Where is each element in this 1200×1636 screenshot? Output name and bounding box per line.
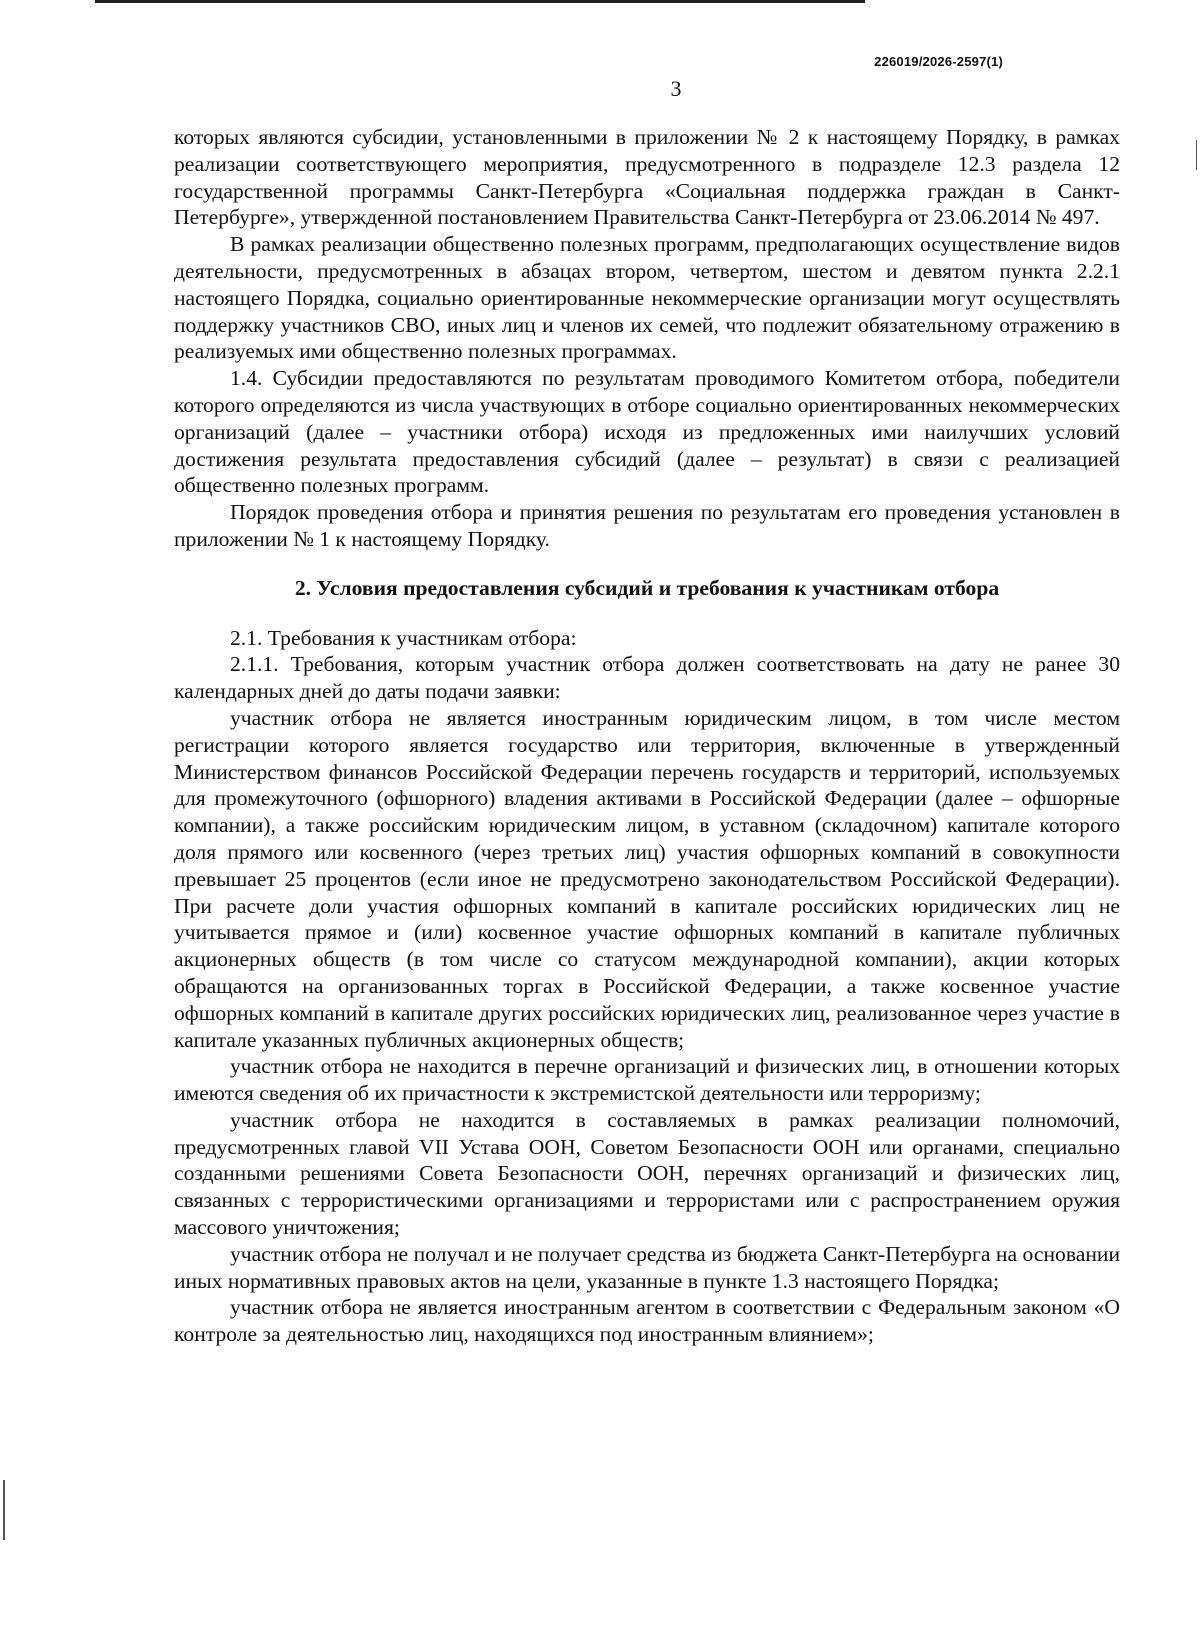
section-heading: 2. Условия предоставления субсидий и требования к участникам отбора — [294, 575, 1000, 600]
requirement-item: участник отбора не получал и не получает средства из бюджета Санкт-Петербурга на основании иных нормативных правовых актов на цели, указанные в пункте 1.3 настоящего Порядка; — [174, 1241, 1120, 1293]
paragraph: Порядок проведения отбора и принятия решения по результатам его проведения установлен в приложении № 1 к настоящему Порядку. — [174, 500, 1120, 551]
paragraph: В рамках реализации общественно полезных программ, предполагающих осуществление видов деятельности, предусмотренных в абзацах втором, четвертом, шестом и девятом пункта 2.2.1 настоящего Порядка, социально ориентированные некоммерческие организации могут осуществлять поддержку участников СВО, иных лиц и членов их семей, что подлежит обязательному отражению в реализуемых ими общественно полезных программах. — [174, 232, 1120, 364]
document-id: 226019/2026-2597(1) — [874, 54, 1003, 69]
paragraph-clause-1-4: 1.4. Субсидии предоставляются по результатам проводимого Комитетом отбора, победители которого определяются из числа участвующих в отборе социально ориентированных некоммерческих организаций (далее – участники отбора) исходя из предложенных ими наилучших условий достижения результата предоставления субсидий (далее – результат) в связи с реализацией общественно полезных программ. — [174, 366, 1120, 498]
requirement-item: участник отбора не является иностранным агентом в соответствии с Федеральным законом «О контроле за деятельностью лиц, находящихся под иностранным влиянием»; — [174, 1295, 1120, 1347]
page-number: 3 — [670, 76, 682, 101]
scan-right-edge-mark — [1196, 140, 1197, 170]
document-body — [174, 124, 1120, 1348]
clause-2-1: 2.1. Требования к участникам отбора: — [230, 625, 577, 650]
requirement-item: участник отбора не является иностранным юридическим лицом, в том числе местом регистрации которого является государство или территория, включенные в утвержденный Министерством финансов Российской Федерации перечень государств и территорий, используемых для промежуточного (офшорного) владения активами в Российской Федерации (далее – офшорные компании), а также российским юридическим лицом, в уставном (складочном) капитале которого доля прямого или косвенного (через третьих лиц) участия офшорных компаний в совокупности превышает 25 процентов (если иное не предусмотрено законодательством Российской Федерации). При расчете доли участия офшорных компаний в капитале российских юридических лиц не учитывается прямое и (или) косвенное участие офшорных компаний в капитале публичных акционерных обществ (в том числе со статусом международной компании), акции которых обращаются на организованных торгах в Российской Федерации, а также косвенное участие офшорных компаний в капитале других российских юридических лиц, реализованное через участие в капитале указанных публичных акционерных обществ; — [174, 705, 1120, 1052]
scan-left-edge-mark — [3, 1480, 5, 1540]
clause-2-1-1: 2.1.1. Требования, которым участник отбора должен соответствовать на дату не ранее 30 календарных дней до даты подачи заявки: — [174, 652, 1120, 704]
scan-top-rule — [95, 0, 865, 3]
paragraph-continuation: которых являются субсидии, установленными в приложении № 2 к настоящему Порядку, в рамках реализации соответствующего мероприятия, предусмотренного в подразделе 12.3 раздела 12 государственной программы Санкт-Петербурга «Социальная поддержка граждан в Санкт-Петербурге», утвержденной постановлением Правительства Санкт-Петербурга от 23.06.2014 № 497. — [174, 125, 1120, 230]
requirement-item: участник отбора не находится в перечне организаций и физических лиц, в отношении которых имеются сведения об их причастности к экстремистской деятельности или терроризму; — [174, 1054, 1120, 1106]
requirement-item: участник отбора не находится в составляемых в рамках реализации полномочий, предусмотренных главой VII Устава ООН, Советом Безопасности ООН или органами, специально созданными решениями Совета Безопасности ООН, перечнях организаций и физических лиц, связанных с террористическими организациями и террористами или с распространением оружия массового уничтожения; — [174, 1107, 1120, 1240]
